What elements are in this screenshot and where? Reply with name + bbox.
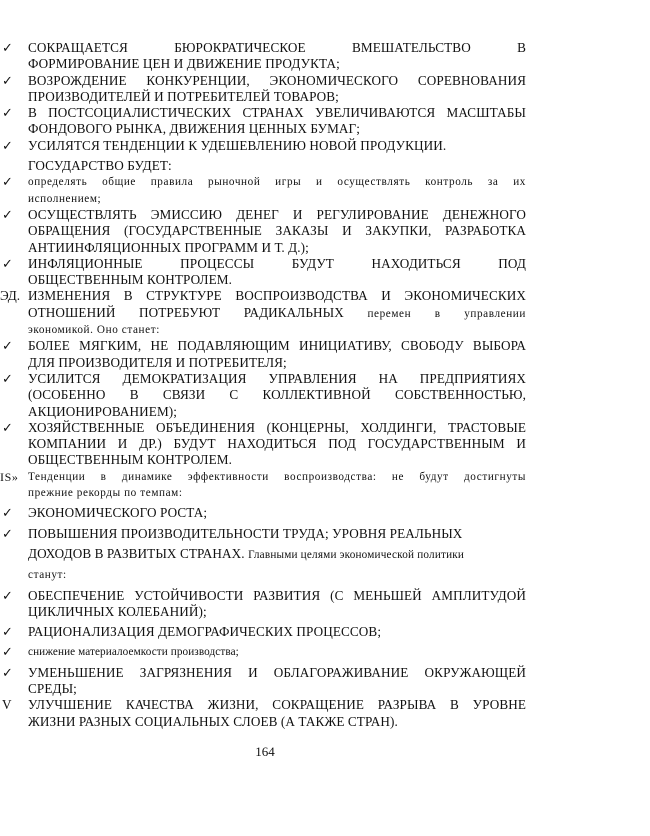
item-text-cont: (ОСОБЕННО В СВЯЗИ С КОЛЛЕКТИВНОЙ СОБСТВЕННОСТЬЮ, [28,387,526,403]
list-item [2,370,526,387]
list-item [2,587,526,604]
section-text-cont: прежние рекорды по темпам: [28,487,183,500]
item-text-cont: ЖИЗНИ РАЗНЫХ СОЦИАЛЬНЫХ СЛОЕВ (А ТАКЖЕ СТРАН). [28,713,398,729]
item-text: БОЛЕЕ МЯГКИМ, НЕ ПОДАВЛЯЮЩИМ ИНИЦИАТИВУ, СВОБОДУ ВЫБОРА [28,338,526,354]
section-text-small: перемен в управлении [367,307,526,320]
item-text: ХОЗЯЙСТВЕННЫЕ ОБЪЕДИНЕНИЯ (КОНЦЕРНЫ, ХОЛДИНГИ, ТРАСТОВЫЕ [28,419,526,435]
item-text-caps: ДОХОДОВ В РАЗВИТЫХ СТРАНАХ. [28,545,245,561]
list-item [2,137,526,154]
document-page [0,40,650,730]
list-item [2,72,526,89]
list-item [2,40,526,56]
page-number: 164 [255,744,275,759]
check-mark-icon: ✓ [2,206,14,222]
section-text: ИЗМЕНЕНИЯ В СТРУКТУРЕ ВОСПРОИЗВОДСТВА И ЭКОНОМИЧЕСКИХ [28,288,526,304]
list-item [2,644,526,660]
section-prefix: ЭД. [0,288,21,304]
item-text-cont: АКЦИОНИРОВАНИЕМ); [28,403,178,419]
item-text-small: Главными целями экономической политики [248,548,465,561]
list-item [2,174,526,190]
item-text-cont: КОМПАНИИ И ДР.) БУДУТ НАХОДИТЬСЯ ПОД ГОСУДАРСТВЕННЫМ И [28,436,526,452]
check-mark-icon: ✓ [2,255,14,271]
check-mark-icon: ✓ [2,505,14,521]
item-text-cont: АНТИИНФЛЯЦИОННЫХ ПРОГРАММ И Т. Д.); [28,239,309,255]
item-text: ВОЗРОЖДЕНИЕ КОНКУРЕНЦИИ, ЭКОНОМИЧЕСКОГО СОРЕВНОВАНИЯ [28,72,526,88]
list-item [2,419,526,436]
list-item [2,624,526,640]
list-item [2,664,526,681]
list-item [2,105,526,121]
item-text: СОКРАЩАЕТСЯ БЮРОКРАТИЧЕСКОЕ ВМЕШАТЕЛЬСТВО В [28,40,526,55]
item-text: УМЕНЬШЕНИЕ ЗАГРЯЗНЕНИЯ И ОБЛАГОРАЖИВАНИЕ ОКРУЖАЮЩЕЙ [28,664,526,680]
section-text-cont [28,305,526,322]
list-item [2,338,526,354]
item-text: УСИЛЯТСЯ ТЕНДЕНЦИИ К УДЕШЕВЛЕНИЮ НОВОЙ ПРОДУКЦИИ. [28,137,447,153]
item-text-cont: ОБЩЕСТВЕННЫМ КОНТРОЛЕМ. [28,272,232,288]
check-mark-icon: ✓ [2,419,14,435]
section-paragraph [0,288,526,304]
check-mark-icon: ✓ [2,370,14,386]
item-text: В ПОСТСОЦИАЛИСТИЧЕСКИХ СТРАНАХ УВЕЛИЧИВАЮТСЯ МАСШТАБЫ [28,105,526,121]
item-text-cont: ФОНДОВОГО РЫНКА, ДВИЖЕНИЯ ЦЕННЫХ БУМАГ; [28,121,361,137]
check-mark-icon: ✓ [2,174,14,190]
item-text-cont: исполнением; [28,192,102,205]
item-text: ИНФЛЯЦИОННЫЕ ПРОЦЕССЫ БУДУТ НАХОДИТЬСЯ ПОД [28,255,526,271]
item-text-cont: ФОРМИРОВАНИЕ ЦЕН И ДВИЖЕНИЕ ПРОДУКТА; [28,56,340,72]
item-text: ОСУЩЕСТВЛЯТЬ ЭМИССИЮ ДЕНЕГ И РЕГУЛИРОВАНИЕ ДЕНЕЖНОГО [28,206,526,222]
list-item [2,206,526,223]
item-text-cont: ОБРАЩЕНИЯ (ГОСУДАРСТВЕННЫЕ ЗАКАЗЫ И ЗАКУПКИ, РАЗРАБОТКА [28,223,526,239]
section-paragraph [0,469,526,485]
check-mark-icon: ✓ [2,40,14,55]
item-text-cont [28,546,526,563]
item-text: ОБЕСПЕЧЕНИЕ УСТОЙЧИВОСТИ РАЗВИТИЯ (С МЕНЬШЕЙ АМПЛИТУДОЙ [28,587,526,603]
section-text: Тенденции в динамике эффективности воспроизводства: не будут достигнуты [28,470,526,483]
list-item [2,525,526,542]
section-prefix: IS» [0,469,19,484]
check-mark-icon: ✓ [2,105,14,121]
item-text-cont: ОБЩЕСТВЕННЫМ КОНТРОЛЕМ. [28,452,232,468]
item-text-cont: СРЕДЫ; [28,680,77,696]
item-text: определять общие правила рыночной игры и осуществлять контроль за их [28,176,526,189]
section-text-caps: ОТНОШЕНИЙ ПОТРЕБУЮТ РАДИКАЛЬНЫХ [28,304,344,320]
item-text-cont: ПРОИЗВОДИТЕЛЕЙ И ПОТРЕБИТЕЛЕЙ ТОВАРОВ; [28,88,339,104]
check-mark-icon: ✓ [2,137,14,153]
item-text-cont: станут: [28,569,67,582]
check-mark-icon: ✓ [2,525,14,541]
item-text-cont: ЦИКЛИЧНЫХ КОЛЕБАНИЙ); [28,603,207,619]
item-text: УЛУЧШЕНИЕ КАЧЕСТВА ЖИЗНИ, СОКРАЩЕНИЕ РАЗРЫВА В УРОВНЕ [28,697,526,713]
item-text-cont: ДЛЯ ПРОИЗВОДИТЕЛЯ И ПОТРЕБИТЕЛЯ; [28,354,287,370]
section-text-cont: экономикой. Оно станет: [28,324,160,337]
list-item [2,697,526,713]
check-mark-icon: ✓ [2,664,14,680]
list-item [2,255,526,272]
check-mark-icon: ✓ [2,644,13,660]
check-mark-icon: ✓ [2,72,14,88]
item-text: ПОВЫШЕНИЯ ПРОИЗВОДИТЕЛЬНОСТИ ТРУДА; УРОВНЯ РЕАЛЬНЫХ [28,525,463,541]
check-mark-icon: ✓ [2,624,14,640]
item-text: РАЦИОНАЛИЗАЦИЯ ДЕМОГРАФИЧЕСКИХ ПРОЦЕССОВ; [28,624,382,640]
item-text: снижение материалоемкости производства; [28,646,239,659]
list-item [2,505,526,521]
section-heading: ГОСУДАРСТВО БУДЕТ: [28,158,172,174]
v-mark-icon: V [2,697,12,713]
check-mark-icon: ✓ [2,338,14,354]
item-text: ЭКОНОМИЧЕСКОГО РОСТА; [28,505,208,521]
check-mark-icon: ✓ [2,587,14,603]
item-text: УСИЛИТСЯ ДЕМОКРАТИЗАЦИЯ УПРАВЛЕНИЯ НА ПРЕДПРИЯТИЯХ [28,370,526,386]
